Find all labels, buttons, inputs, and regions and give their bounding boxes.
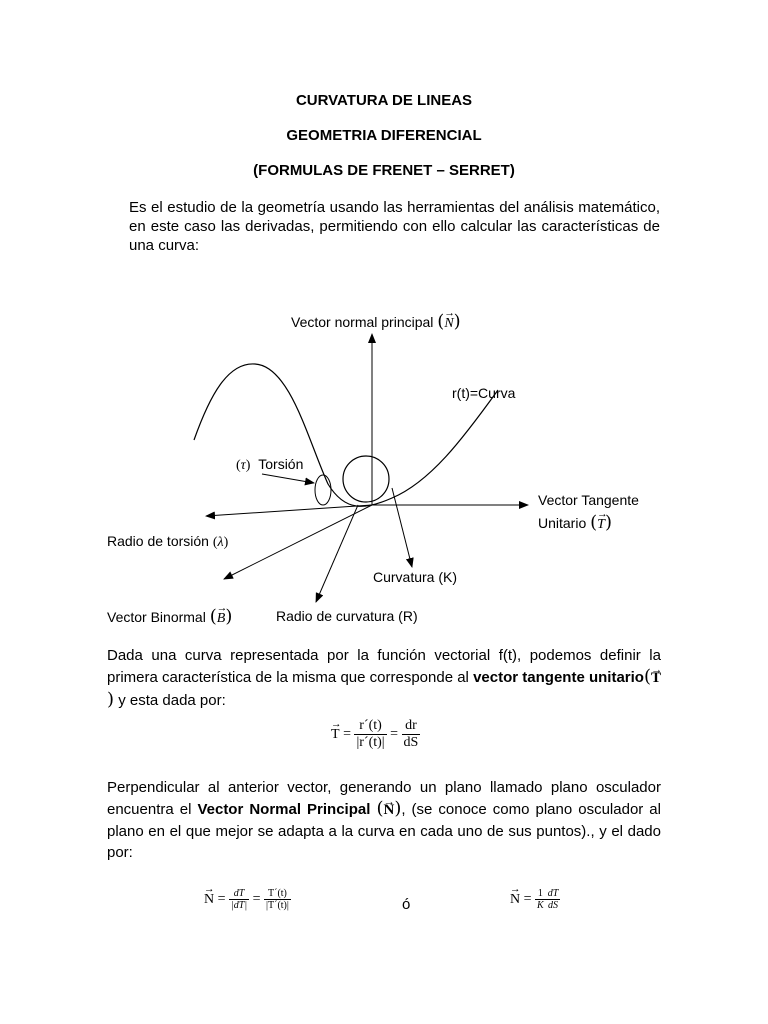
tangent-symbol: → T (597, 517, 605, 533)
binormal-symbol: → B (217, 611, 226, 627)
normal-symbol: → N (444, 316, 453, 332)
label-torsion: (τ) Torsión (236, 456, 304, 473)
label-curve: r(t)=Curva (452, 385, 516, 401)
osculating-circle (343, 456, 389, 502)
intro-paragraph: Es el estudio de la geometría usando las herramientas del análisis matemático, en este caso las derivadas, permitiendo con ello calcular las características de una curva: (129, 199, 660, 254)
label-curvature: Curvatura (K) (373, 569, 458, 585)
label-normal: Vector normal principal (→ N) (291, 311, 461, 332)
tangent-paragraph: Dada una curva representada por la función vectorial f(t), podemos definir la primera característica de la misma que corresponde al vector tangente unitario(→ T) y esta dada por: (107, 645, 661, 711)
binormal-arrow (224, 505, 372, 579)
title-geometria: GEOMETRIA DIFERENCIAL (286, 127, 482, 144)
title-curvatura: CURVATURA DE LINEAS (295, 92, 473, 109)
radius-curvature-arrow (316, 505, 358, 602)
radius-torsion-arrow (206, 505, 372, 516)
formula-normal-1: → N = $\frac{dT}{|dT|}$ = $\frac{T´(t)}{|T´(t)|}$ (204, 888, 291, 911)
formula-tangent: → T = $\frac{r´(t)}{|r´(t)|}$ = $\frac{dr}{dS}$ (331, 718, 420, 751)
formula-normal-2: → N = $\frac{1}{K}$ $\frac{dT}{dS}$ (510, 888, 560, 911)
formula-or: ó (402, 896, 411, 913)
label-radius-curvature: Radio de curvatura (R) (276, 608, 418, 624)
normal-paragraph: Perpendicular al anterior vector, generando un plano llamado plano osculador encuentra el Vector Normal Principal (→ N), (se conoce como plano osculador al plano en el que mejor se adapta a la curva en cada uno de sus puntos)., y el dado por: (107, 777, 661, 863)
normal-principal-symbol: → N (383, 800, 394, 821)
label-tangent-1: Vector Tangente (538, 492, 639, 508)
torsion-pointer (262, 474, 314, 483)
label-binormal: Vector Binormal (→ B) (107, 606, 232, 627)
label-tangent-2: Unitario (→ T) (538, 512, 612, 533)
torsion-ellipse (315, 475, 331, 505)
curvature-arrow (392, 488, 412, 567)
tangent-unit-symbol: → T (651, 668, 661, 689)
label-radius-torsion: Radio de torsión (λ) (107, 533, 229, 550)
title-frenet: (FORMULAS DE FRENET – SERRET) (253, 162, 515, 179)
